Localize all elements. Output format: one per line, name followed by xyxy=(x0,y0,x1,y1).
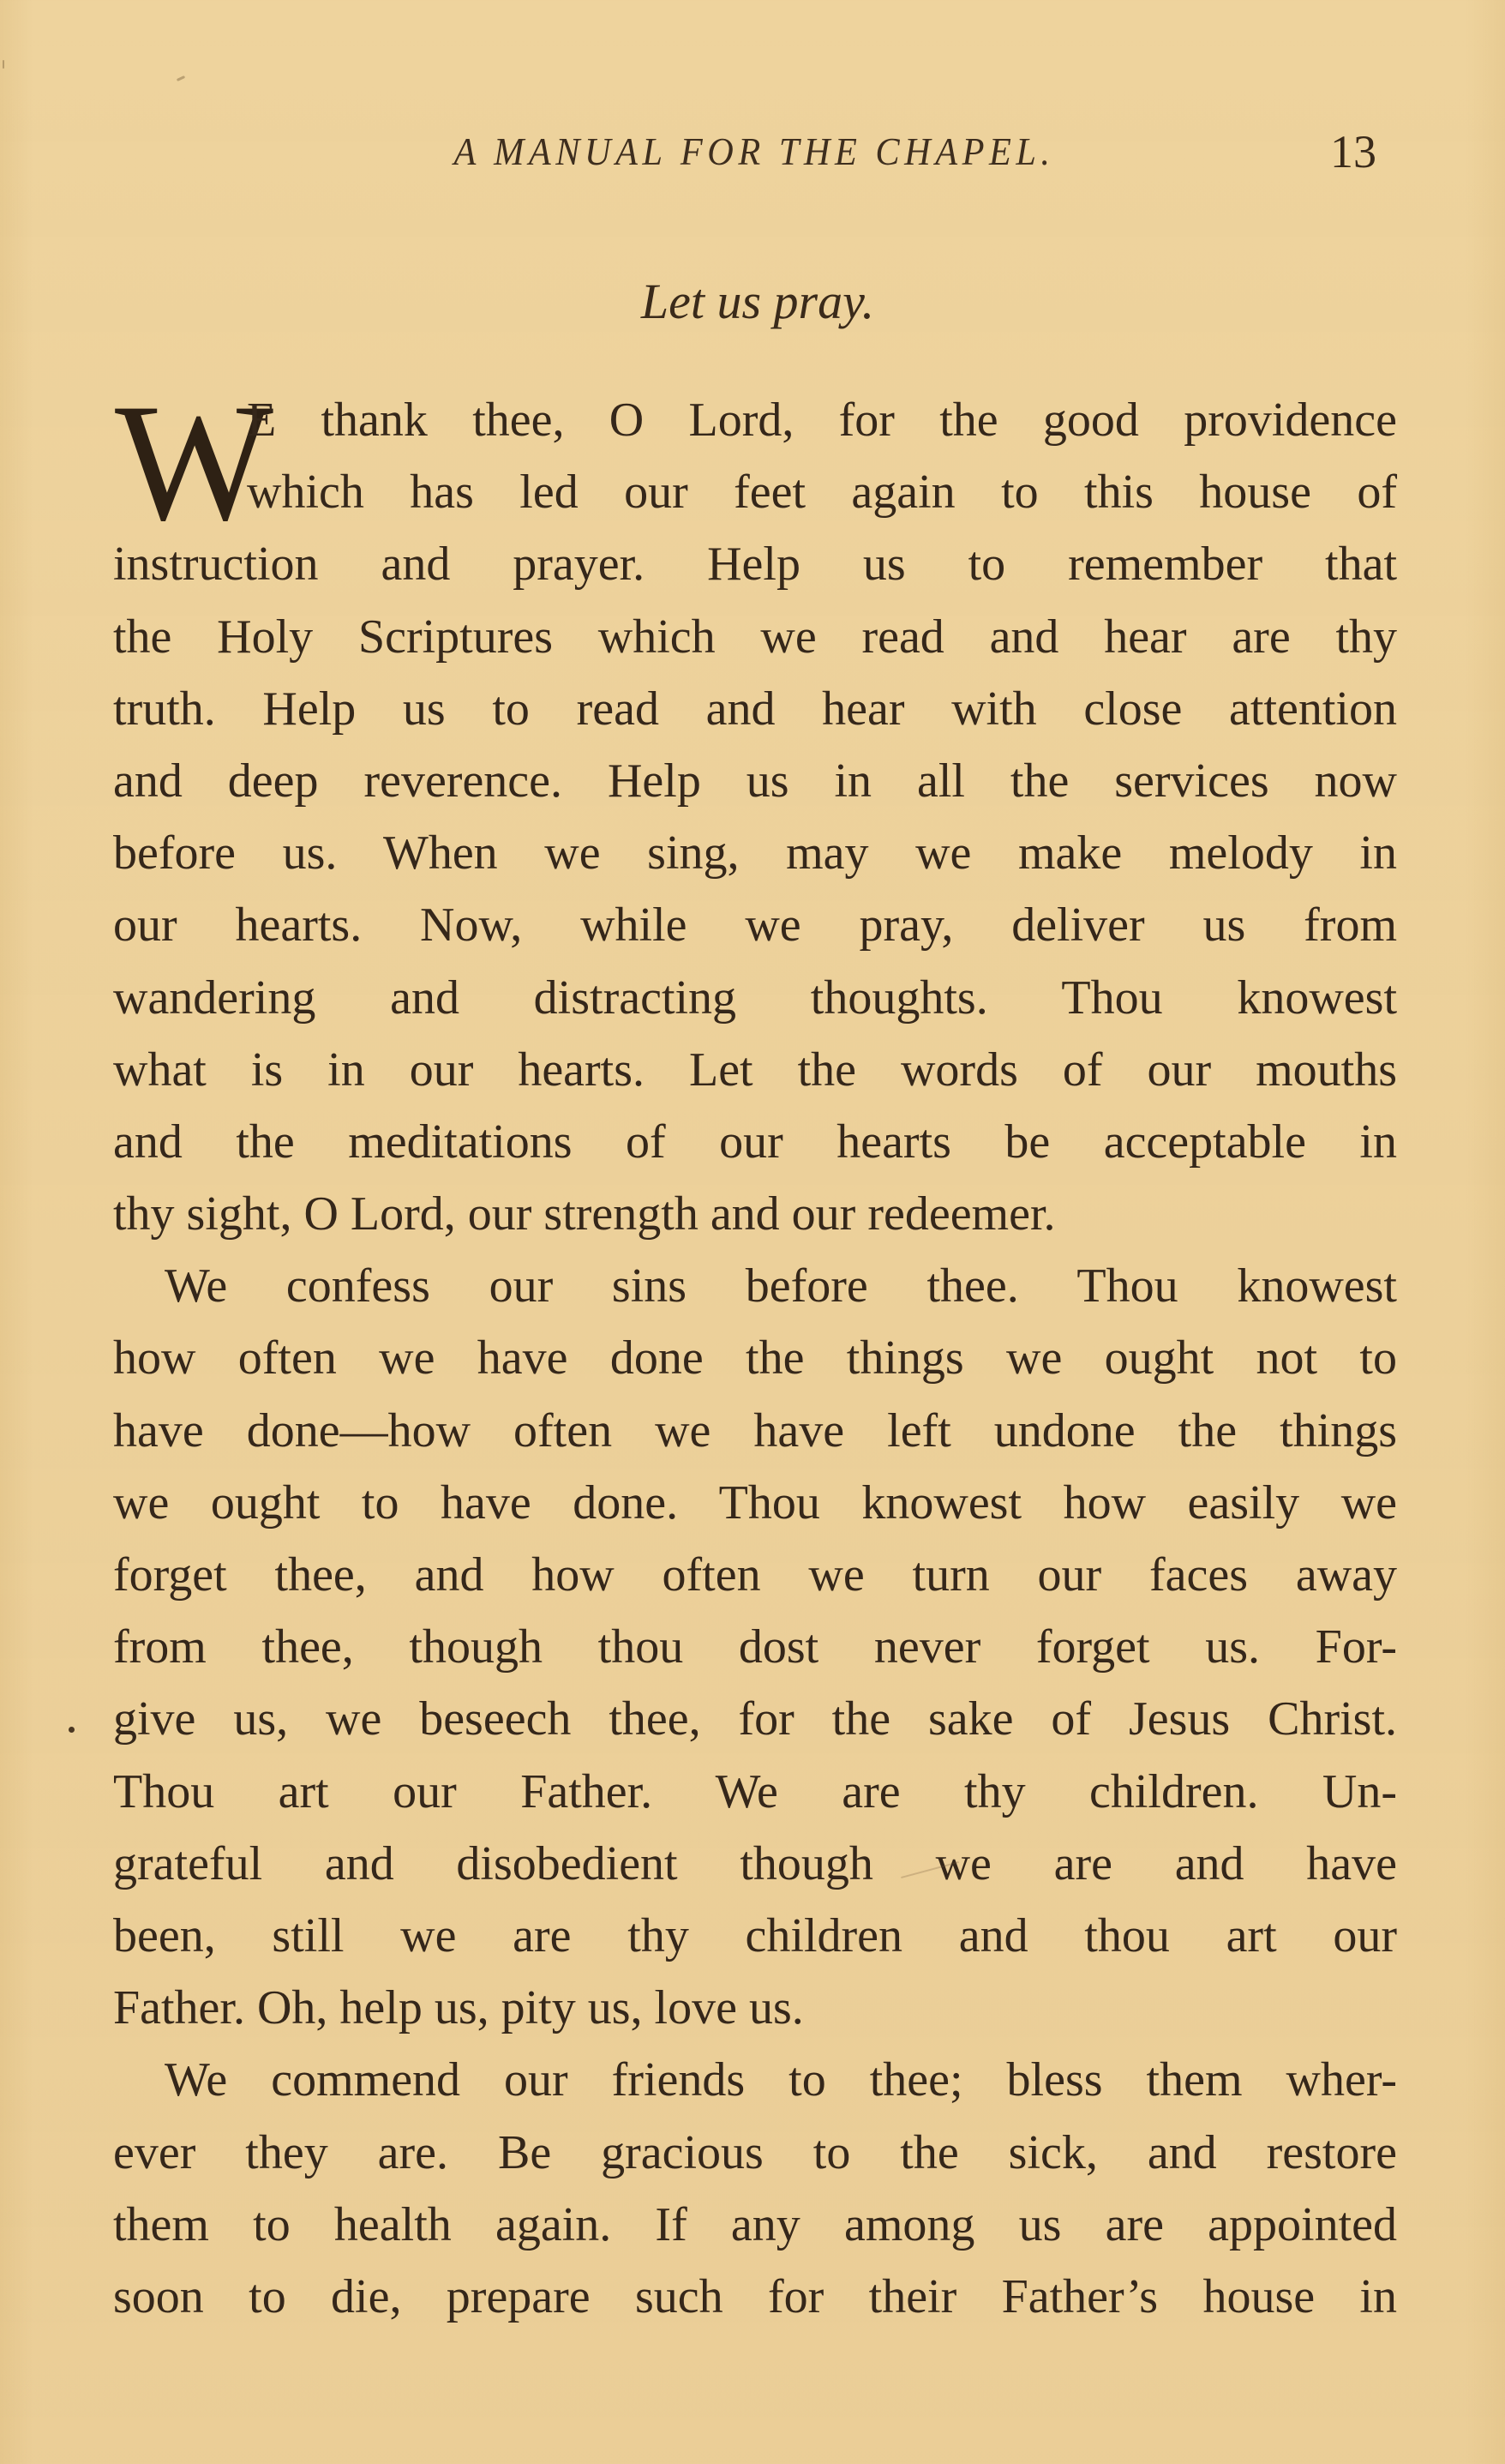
text-line: and deep reverence. Help us in all the services now xyxy=(113,754,1397,808)
paper-speck xyxy=(3,60,4,69)
prayer-body xyxy=(113,370,1397,2333)
text-line: Father. Oh, help us, pity us, love us. xyxy=(113,1981,804,2035)
text-line: and the meditations of our hearts be acceptable in xyxy=(113,1115,1397,1169)
text-line: have done—how often we have left undone the things xyxy=(113,1403,1397,1457)
text-line: forget thee, and how often we turn our faces away xyxy=(113,1548,1397,1602)
text-line: grateful and disobedient though we are and have xyxy=(113,1836,1397,1890)
text-line: we ought to have done. Thou knowest how easily we xyxy=(113,1475,1397,1529)
text-line: the Holy Scriptures which we read and hear are thy xyxy=(113,610,1397,664)
text-line: ever they are. Be gracious to the sick, and restore xyxy=(113,2125,1397,2179)
text-line: We confess our sins before thee. Thou knowest xyxy=(165,1259,1397,1313)
page-number: 13 xyxy=(1330,126,1376,177)
margin-ink-dot xyxy=(69,1727,75,1733)
text-line: thy sight, O Lord, our strength and our redeemer. xyxy=(113,1187,1056,1241)
text-line: from thee, though thou dost never forget us. For- xyxy=(113,1620,1397,1674)
section-heading: Let us pray. xyxy=(640,273,875,329)
drop-cap-initial: W xyxy=(115,370,273,556)
running-head-title: A MANUAL FOR THE CHAPEL. xyxy=(453,129,1055,173)
text-line: instruction and prayer. Help us to remember that xyxy=(113,538,1397,592)
paper-speck xyxy=(177,75,185,81)
text-line: E thank thee, O Lord, for the good providence xyxy=(247,394,1397,447)
text-line: been, still we are thy children and thou art our xyxy=(113,1908,1397,1962)
text-line: which has led our feet again to this house of xyxy=(247,466,1397,520)
text-line: before us. When we sing, may we make melody in xyxy=(113,826,1397,880)
text-line: truth. Help us to read and hear with close attention xyxy=(113,682,1397,736)
text-line: give us, we beseech thee, for the sake of Jesus Christ. xyxy=(113,1692,1397,1746)
text-line: wandering and distracting thoughts. Thou knowest xyxy=(113,971,1397,1025)
text-line: what is in our hearts. Let the words of our mouths xyxy=(113,1043,1397,1097)
text-line: Thou art our Father. We are thy children. Un- xyxy=(113,1764,1397,1818)
text-line: We commend our friends to thee; bless them wher- xyxy=(165,2053,1397,2107)
text-line: them to health again. If any among us are appointed xyxy=(113,2197,1397,2251)
text-line: soon to die, prepare such for their Father’s house in xyxy=(113,2269,1397,2323)
text-line: our hearts. Now, while we pray, deliver us from xyxy=(113,898,1397,953)
text-line: how often we have done the things we ought not to xyxy=(113,1331,1397,1385)
